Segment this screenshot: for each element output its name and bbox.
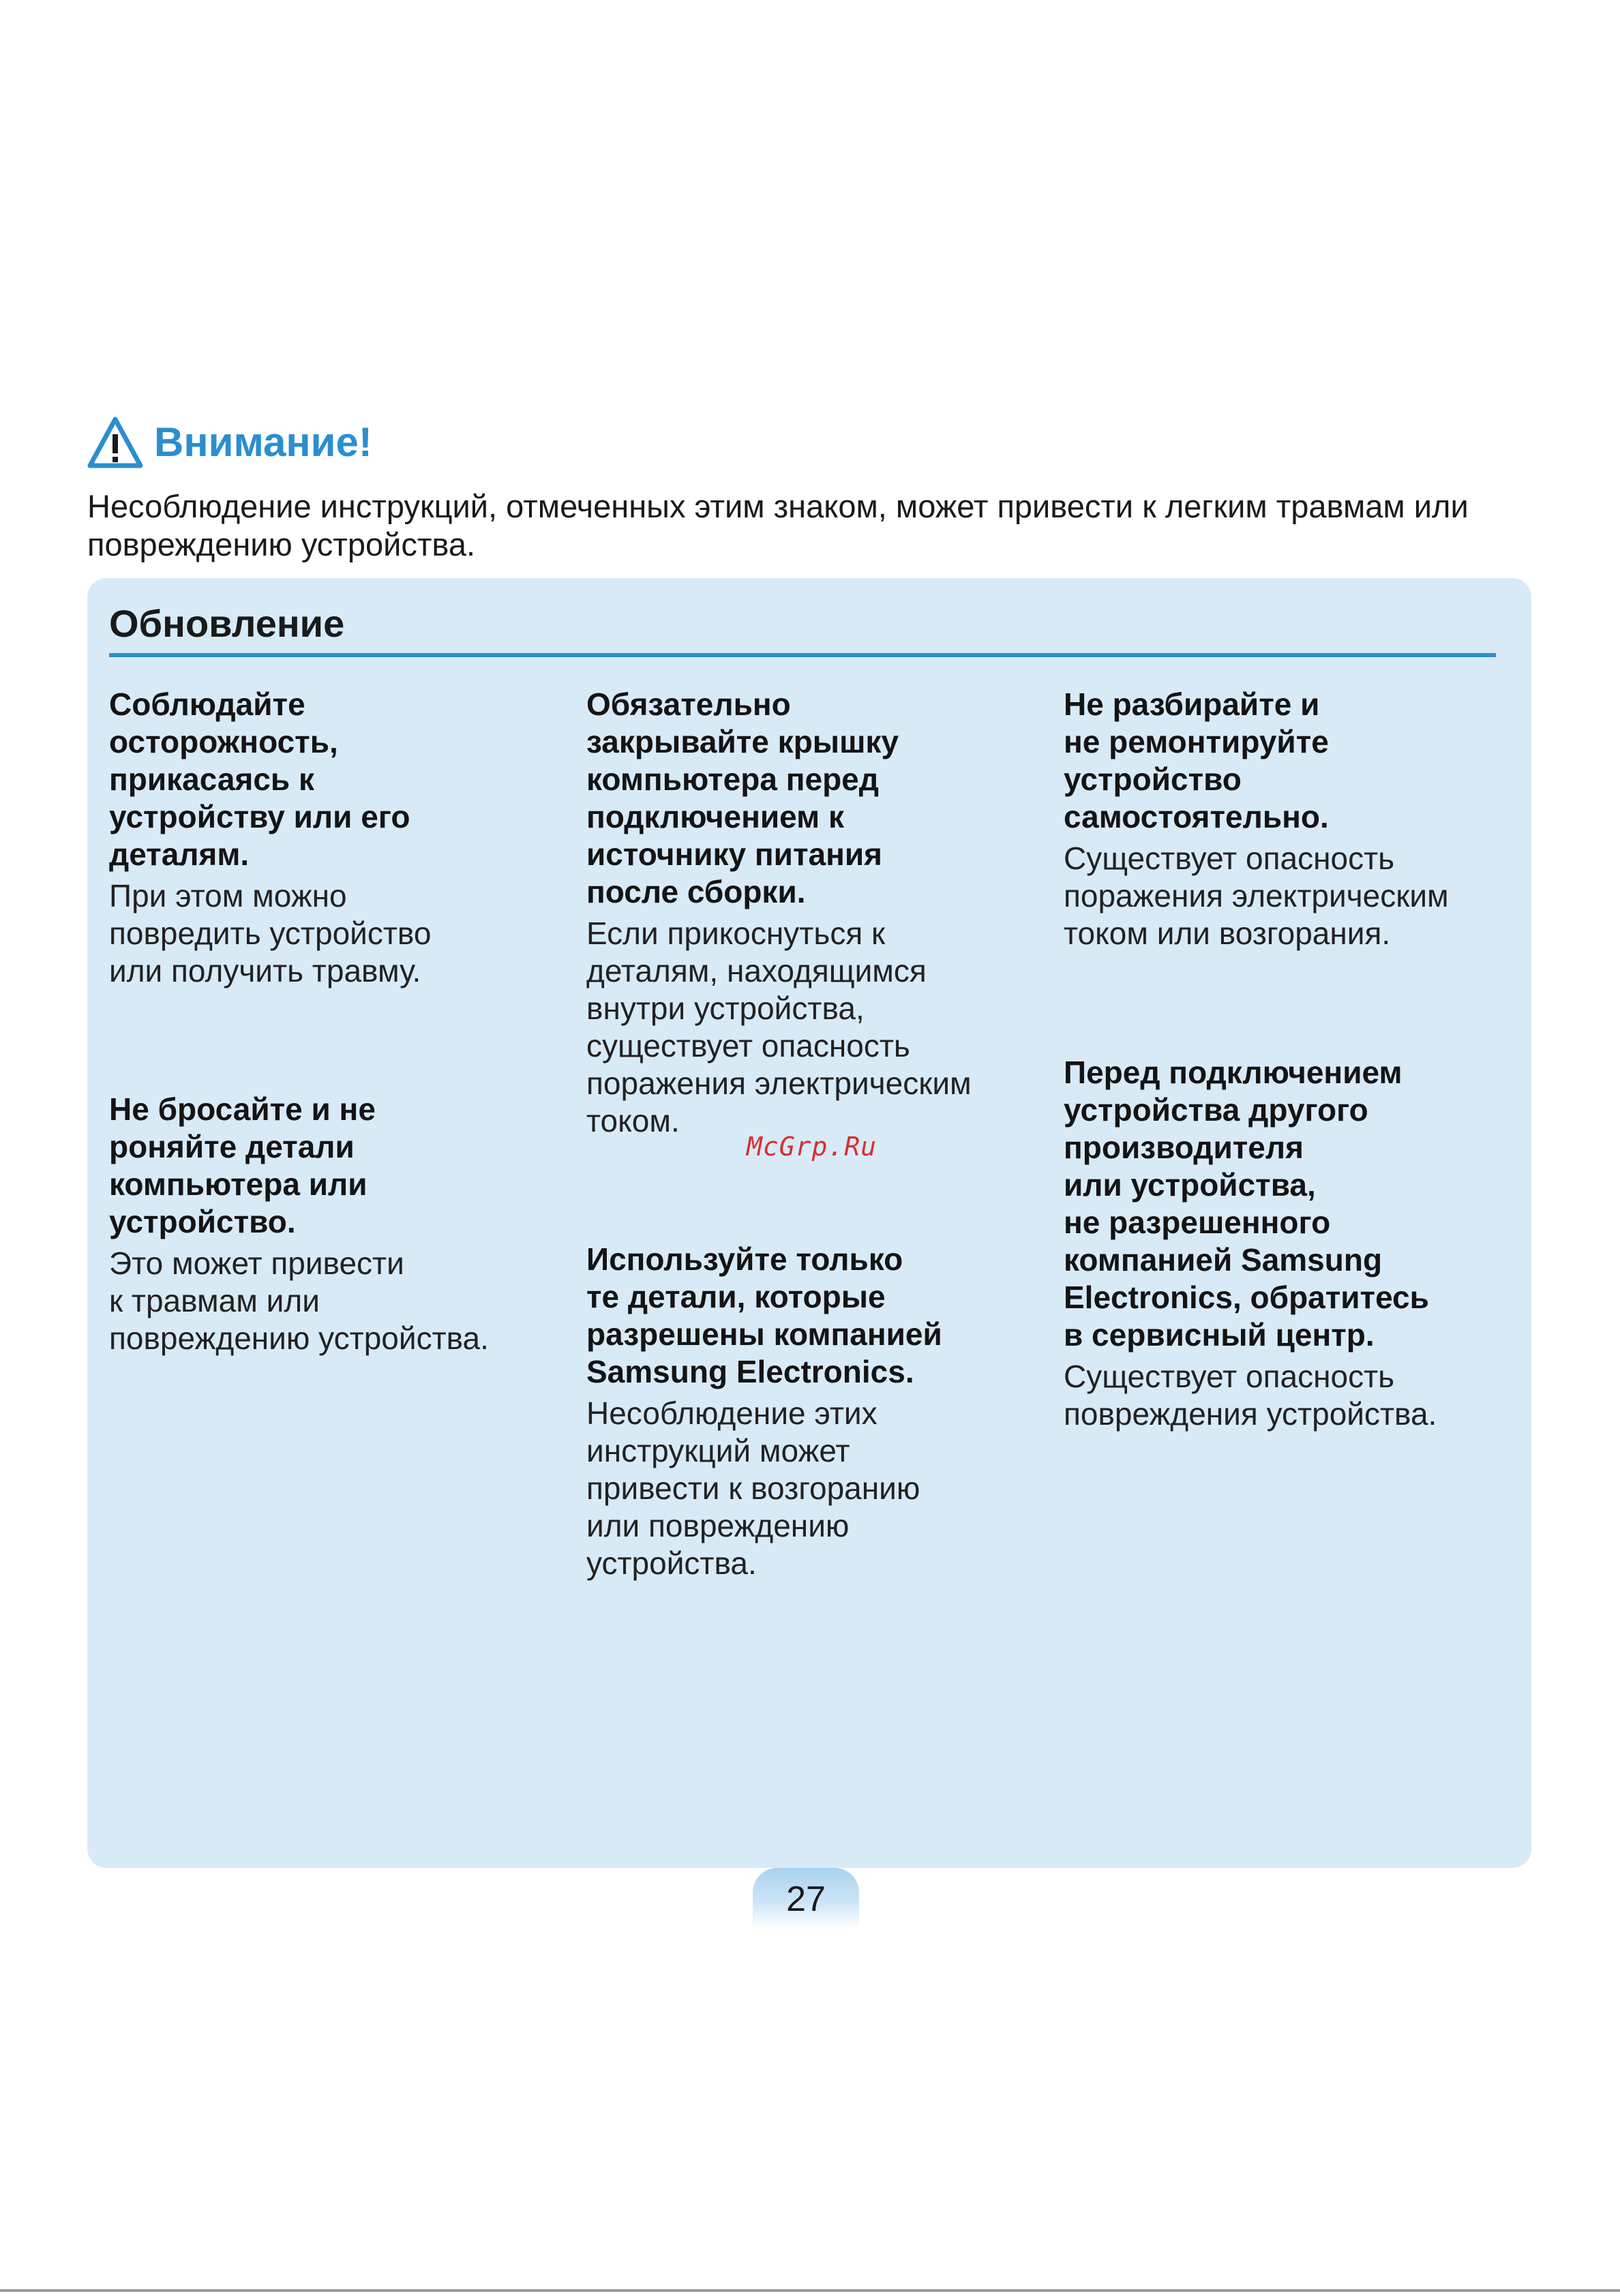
warning-description: Несоблюдение инструкций, отмеченных этим знаком, может привести к легким травмам или повреждению устройства. (87, 488, 1469, 562)
panel-divider (109, 653, 1496, 657)
item-heading: Перед подключением устройства другого производителя или устройства, не разрешенного компанией Samsung Electronics, обратитесь в сервисный центр. (1064, 1055, 1429, 1353)
warning-header (87, 416, 372, 469)
item-heading: Не разбирайте и не ремонтируйте устройство самостоятельно. (1064, 686, 1329, 834)
page-bottom-border (0, 2289, 1620, 2292)
upgrade-panel (87, 578, 1531, 1868)
page-number: 27 (786, 1879, 826, 1919)
caution-item (1064, 1054, 1514, 1433)
item-body: Несоблюдение этих инструкций может привести к возгоранию или повреждению устройства. (586, 1395, 920, 1581)
warning-title: Внимание! (154, 419, 372, 465)
warning-triangle-icon (87, 416, 143, 469)
caution-item (1064, 686, 1514, 952)
item-body: При этом можно повредить устройство или получить травму. (109, 878, 432, 988)
item-heading: Используйте только те детали, которые разрешены компанией Samsung Electronics. (586, 1241, 942, 1389)
item-heading: Соблюдайте осторожность, прикасаясь к устройству или его деталям. (109, 686, 410, 872)
item-body: Это может привести к травмам или повреждению устройства. (109, 1245, 489, 1356)
watermark-text: McGrp.Ru (747, 1132, 877, 1162)
item-heading: Обязательно закрывайте крышку компьютера перед подключением к источнику питания после сборки. (586, 686, 899, 909)
caution-item (586, 686, 1036, 1140)
caution-item (586, 1241, 1036, 1582)
item-body: Если прикоснуться к деталям, находящимся внутри устройства, существует опасность поражения электрическим током. (586, 916, 972, 1138)
item-body: Существует опасность повреждения устройства. (1064, 1359, 1437, 1432)
page-number-tab (753, 1868, 859, 1928)
item-body: Существует опасность поражения электрическим током или возгорания. (1064, 841, 1449, 951)
caution-item (109, 1091, 559, 1357)
item-heading: Не бросайте и не роняйте детали компьютера или устройство. (109, 1091, 376, 1239)
panel-title: Обновление (109, 602, 345, 645)
caution-item (109, 686, 559, 990)
